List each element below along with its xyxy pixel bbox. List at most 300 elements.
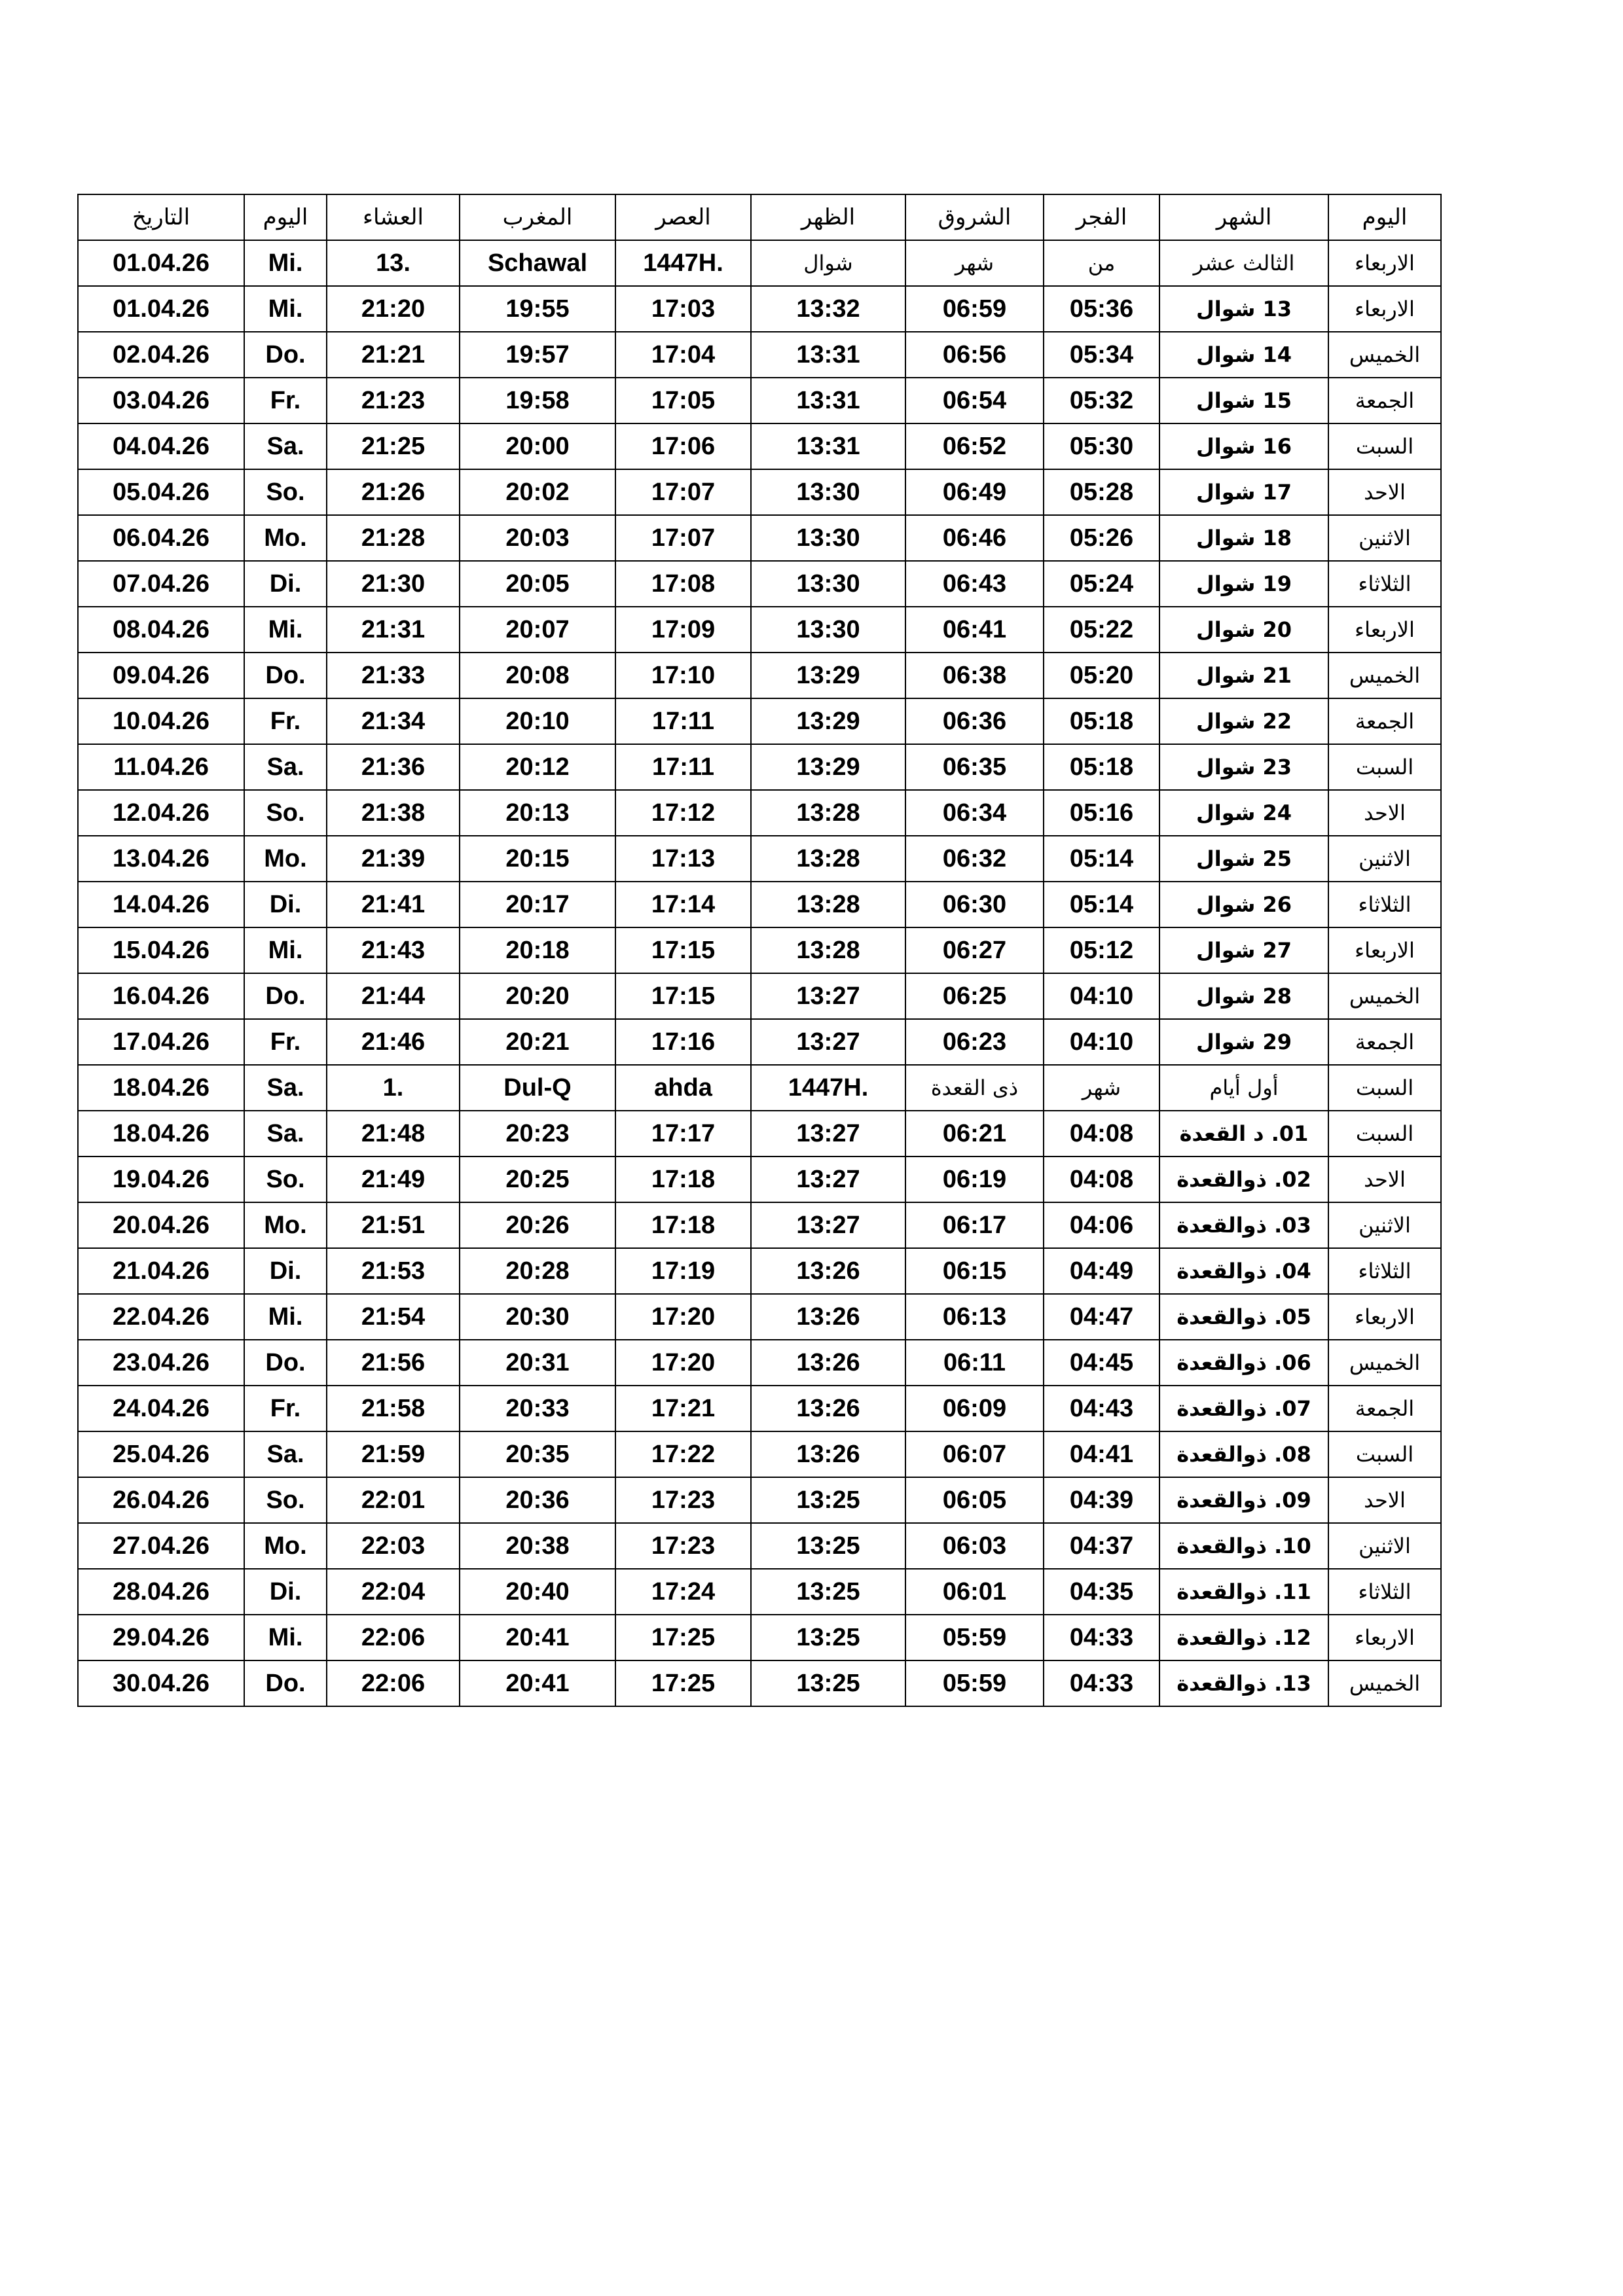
cell-asr: 17:11: [615, 744, 751, 790]
cell-weekday-ar: الجمعة: [1328, 378, 1441, 423]
table-row: [78, 1477, 1441, 1523]
column-header-isha: العشاء: [327, 194, 460, 240]
cell-weekday-de: Sa.: [244, 1431, 327, 1477]
cell-maghrib: 20:15: [460, 836, 615, 882]
cell-date: 21.04.26: [78, 1248, 244, 1294]
cell-fajr: 05:32: [1044, 378, 1159, 423]
cell-fajr: 05:24: [1044, 561, 1159, 607]
cell-hijri-month: 18 شوال: [1159, 515, 1328, 561]
table-row: [78, 423, 1441, 469]
cell-weekday-de: Sa.: [244, 744, 327, 790]
cell-weekday-ar: الخميس: [1328, 332, 1441, 378]
cell-asr: 17:12: [615, 790, 751, 836]
cell-isha: 21:31: [327, 607, 460, 653]
column-header-fajr: الفجر: [1044, 194, 1159, 240]
cell-date: 15.04.26: [78, 927, 244, 973]
cell-shuruq: 06:09: [905, 1386, 1044, 1431]
cell-date: 19.04.26: [78, 1157, 244, 1202]
table-row: [78, 836, 1441, 882]
cell-maghrib: 20:20: [460, 973, 615, 1019]
cell-shuruq: 05:59: [905, 1660, 1044, 1706]
table-row: [78, 332, 1441, 378]
cell-hijri-month: 14 شوال: [1159, 332, 1328, 378]
cell-date: 01.04.26: [78, 286, 244, 332]
cell-hijri-month: 22 شوال: [1159, 698, 1328, 744]
cell-hijri-month: 01. د القعدة: [1159, 1111, 1328, 1157]
cell-weekday-ar: الاربعاء: [1328, 1615, 1441, 1660]
cell-weekday-ar: الاحد: [1328, 1477, 1441, 1523]
cell-weekday-de: Mi.: [244, 1615, 327, 1660]
table-row: [78, 698, 1441, 744]
cell-shuruq: 05:59: [905, 1615, 1044, 1660]
cell-weekday-de: Mo.: [244, 836, 327, 882]
cell-dhuhr: 13:30: [751, 561, 905, 607]
cell-asr: 17:07: [615, 469, 751, 515]
cell-asr: 17:24: [615, 1569, 751, 1615]
cell-maghrib: 20:41: [460, 1615, 615, 1660]
cell-asr: 17:20: [615, 1294, 751, 1340]
cell-weekday-ar: الاربعاء: [1328, 1294, 1441, 1340]
cell-weekday-ar: الاربعاء: [1328, 607, 1441, 653]
cell-shuruq: 06:05: [905, 1477, 1044, 1523]
cell-isha: 21:36: [327, 744, 460, 790]
cell-weekday-ar: السبت: [1328, 1111, 1441, 1157]
cell-date: 25.04.26: [78, 1431, 244, 1477]
cell-fajr: 05:14: [1044, 836, 1159, 882]
cell-fajr: 05:18: [1044, 744, 1159, 790]
cell-fajr: 05:20: [1044, 653, 1159, 698]
table-row: [78, 1202, 1441, 1248]
cell-weekday-de: Do.: [244, 1340, 327, 1386]
cell-weekday-ar: الثلاثاء: [1328, 882, 1441, 927]
cell-maghrib: 20:05: [460, 561, 615, 607]
cell-fajr: 04:33: [1044, 1615, 1159, 1660]
cell-dhuhr: 13:25: [751, 1569, 905, 1615]
cell-dhuhr: 13:25: [751, 1615, 905, 1660]
cell-weekday-de: Mi.: [244, 240, 327, 286]
cell-weekday-de: Mo.: [244, 1523, 327, 1569]
cell-weekday-de: Mi.: [244, 607, 327, 653]
cell-weekday-de: Sa.: [244, 1111, 327, 1157]
cell-maghrib: 20:08: [460, 653, 615, 698]
cell-hijri-month: 11. ذوالقعدة: [1159, 1569, 1328, 1615]
cell-hijri-month: 19 شوال: [1159, 561, 1328, 607]
table-row: [78, 1523, 1441, 1569]
cell-hijri-month: 13. ذوالقعدة: [1159, 1660, 1328, 1706]
cell-maghrib: 20:31: [460, 1340, 615, 1386]
cell-asr: 17:04: [615, 332, 751, 378]
cell-hijri-month: 27 شوال: [1159, 927, 1328, 973]
table-row: [78, 378, 1441, 423]
cell-shuruq: 06:38: [905, 653, 1044, 698]
table-row: [78, 1340, 1441, 1386]
cell-shuruq: 06:19: [905, 1157, 1044, 1202]
cell-asr: 17:21: [615, 1386, 751, 1431]
cell-maghrib: 20:02: [460, 469, 615, 515]
cell-isha: 1.: [327, 1065, 460, 1111]
cell-dhuhr: 13:30: [751, 607, 905, 653]
cell-dhuhr: 13:25: [751, 1477, 905, 1523]
cell-weekday-de: Di.: [244, 1569, 327, 1615]
cell-shuruq: 06:52: [905, 423, 1044, 469]
cell-weekday-de: Do.: [244, 973, 327, 1019]
cell-weekday-ar: الثلاثاء: [1328, 561, 1441, 607]
cell-asr: 1447H.: [615, 240, 751, 286]
cell-asr: 17:19: [615, 1248, 751, 1294]
cell-date: 03.04.26: [78, 378, 244, 423]
cell-isha: 21:25: [327, 423, 460, 469]
cell-maghrib: 19:55: [460, 286, 615, 332]
table-row: [78, 653, 1441, 698]
table-row: [78, 1386, 1441, 1431]
cell-hijri-month: 21 شوال: [1159, 653, 1328, 698]
cell-isha: 21:33: [327, 653, 460, 698]
cell-shuruq: 06:34: [905, 790, 1044, 836]
cell-dhuhr: 13:25: [751, 1660, 905, 1706]
cell-hijri-month: 05. ذوالقعدة: [1159, 1294, 1328, 1340]
cell-maghrib: 20:35: [460, 1431, 615, 1477]
cell-dhuhr: 13:29: [751, 698, 905, 744]
cell-fajr: 05:36: [1044, 286, 1159, 332]
cell-asr: 17:11: [615, 698, 751, 744]
cell-dhuhr: 13:26: [751, 1431, 905, 1477]
cell-weekday-ar: السبت: [1328, 744, 1441, 790]
cell-dhuhr: 13:30: [751, 515, 905, 561]
table-row: [78, 790, 1441, 836]
cell-shuruq: 06:30: [905, 882, 1044, 927]
cell-date: 01.04.26: [78, 240, 244, 286]
cell-shuruq: 06:03: [905, 1523, 1044, 1569]
cell-date: 26.04.26: [78, 1477, 244, 1523]
cell-fajr: 04:08: [1044, 1111, 1159, 1157]
cell-weekday-ar: الاثنين: [1328, 515, 1441, 561]
table-row: [78, 973, 1441, 1019]
cell-weekday-de: Mi.: [244, 927, 327, 973]
column-header-shuruq: الشروق: [905, 194, 1044, 240]
cell-weekday-de: Mi.: [244, 1294, 327, 1340]
cell-fajr: 04:08: [1044, 1157, 1159, 1202]
cell-maghrib: 19:57: [460, 332, 615, 378]
table-row: [78, 1569, 1441, 1615]
cell-hijri-month: 29 شوال: [1159, 1019, 1328, 1065]
table-row: [78, 1157, 1441, 1202]
cell-isha: 21:59: [327, 1431, 460, 1477]
cell-weekday-ar: الثلاثاء: [1328, 1569, 1441, 1615]
cell-shuruq: 06:49: [905, 469, 1044, 515]
cell-asr: 17:17: [615, 1111, 751, 1157]
cell-isha: 21:53: [327, 1248, 460, 1294]
cell-shuruq: 06:25: [905, 973, 1044, 1019]
cell-maghrib: 20:17: [460, 882, 615, 927]
cell-shuruq: 06:07: [905, 1431, 1044, 1477]
cell-asr: 17:20: [615, 1340, 751, 1386]
cell-maghrib: 20:23: [460, 1111, 615, 1157]
cell-asr: 17:22: [615, 1431, 751, 1477]
cell-weekday-de: So.: [244, 1477, 327, 1523]
cell-isha: 21:48: [327, 1111, 460, 1157]
cell-asr: 17:25: [615, 1615, 751, 1660]
cell-dhuhr: 13:28: [751, 790, 905, 836]
cell-isha: 21:54: [327, 1294, 460, 1340]
cell-isha: 21:41: [327, 882, 460, 927]
cell-weekday-de: Di.: [244, 1248, 327, 1294]
table-row: [78, 561, 1441, 607]
prayer-times-table: [77, 194, 1442, 1707]
column-header-hijri-month: الشهر: [1159, 194, 1328, 240]
cell-dhuhr: 13:25: [751, 1523, 905, 1569]
table-row: [78, 1111, 1441, 1157]
cell-asr: 17:13: [615, 836, 751, 882]
cell-maghrib: 20:07: [460, 607, 615, 653]
table-row: [78, 515, 1441, 561]
cell-fajr: شهر: [1044, 1065, 1159, 1111]
cell-isha: 21:43: [327, 927, 460, 973]
cell-hijri-month: 28 شوال: [1159, 973, 1328, 1019]
cell-asr: 17:07: [615, 515, 751, 561]
column-header-dhuhr: الظهر: [751, 194, 905, 240]
cell-maghrib: 20:13: [460, 790, 615, 836]
cell-asr: 17:25: [615, 1660, 751, 1706]
table-row: [78, 607, 1441, 653]
cell-hijri-month: 26 شوال: [1159, 882, 1328, 927]
cell-hijri-month: 17 شوال: [1159, 469, 1328, 515]
cell-date: 18.04.26: [78, 1111, 244, 1157]
cell-weekday-ar: الاثنين: [1328, 1202, 1441, 1248]
cell-dhuhr: 13:27: [751, 1111, 905, 1157]
cell-hijri-month: 20 شوال: [1159, 607, 1328, 653]
cell-weekday-ar: الخميس: [1328, 653, 1441, 698]
cell-fajr: من: [1044, 240, 1159, 286]
cell-hijri-month: 06. ذوالقعدة: [1159, 1340, 1328, 1386]
table-row: [78, 1065, 1441, 1111]
cell-maghrib: Dul-Q: [460, 1065, 615, 1111]
cell-weekday-ar: الجمعة: [1328, 1386, 1441, 1431]
cell-weekday-ar: السبت: [1328, 1431, 1441, 1477]
cell-weekday-de: Fr.: [244, 1019, 327, 1065]
cell-dhuhr: 13:27: [751, 1157, 905, 1202]
cell-weekday-de: Do.: [244, 1660, 327, 1706]
cell-asr: 17:09: [615, 607, 751, 653]
cell-asr: ahda: [615, 1065, 751, 1111]
cell-hijri-month: 07. ذوالقعدة: [1159, 1386, 1328, 1431]
cell-asr: 17:18: [615, 1202, 751, 1248]
table-row: [78, 927, 1441, 973]
cell-maghrib: 20:36: [460, 1477, 615, 1523]
column-header-asr: العصر: [615, 194, 751, 240]
cell-isha: 21:44: [327, 973, 460, 1019]
cell-shuruq: 06:11: [905, 1340, 1044, 1386]
cell-maghrib: 20:10: [460, 698, 615, 744]
cell-dhuhr: 13:26: [751, 1386, 905, 1431]
cell-fajr: 05:30: [1044, 423, 1159, 469]
cell-asr: 17:16: [615, 1019, 751, 1065]
cell-fajr: 04:10: [1044, 1019, 1159, 1065]
cell-weekday-ar: الثلاثاء: [1328, 1248, 1441, 1294]
cell-weekday-ar: الاربعاء: [1328, 927, 1441, 973]
cell-maghrib: 20:12: [460, 744, 615, 790]
cell-dhuhr: 13:32: [751, 286, 905, 332]
cell-maghrib: 20:38: [460, 1523, 615, 1569]
cell-isha: 21:38: [327, 790, 460, 836]
cell-isha: 21:51: [327, 1202, 460, 1248]
cell-dhuhr: 13:26: [751, 1294, 905, 1340]
cell-weekday-de: Do.: [244, 653, 327, 698]
cell-maghrib: 20:30: [460, 1294, 615, 1340]
cell-hijri-month: 02. ذوالقعدة: [1159, 1157, 1328, 1202]
cell-date: 02.04.26: [78, 332, 244, 378]
cell-shuruq: 06:32: [905, 836, 1044, 882]
cell-fajr: 04:33: [1044, 1660, 1159, 1706]
cell-asr: 17:23: [615, 1477, 751, 1523]
cell-date: 11.04.26: [78, 744, 244, 790]
cell-hijri-month: 12. ذوالقعدة: [1159, 1615, 1328, 1660]
cell-date: 28.04.26: [78, 1569, 244, 1615]
cell-dhuhr: 13:31: [751, 378, 905, 423]
cell-fajr: 04:45: [1044, 1340, 1159, 1386]
cell-hijri-month: 10. ذوالقعدة: [1159, 1523, 1328, 1569]
cell-asr: 17:15: [615, 927, 751, 973]
table-row: [78, 882, 1441, 927]
cell-fajr: 05:16: [1044, 790, 1159, 836]
cell-weekday-ar: الخميس: [1328, 973, 1441, 1019]
cell-fajr: 05:18: [1044, 698, 1159, 744]
cell-shuruq: 06:43: [905, 561, 1044, 607]
cell-fajr: 04:41: [1044, 1431, 1159, 1477]
cell-dhuhr: 13:27: [751, 973, 905, 1019]
cell-hijri-month: 09. ذوالقعدة: [1159, 1477, 1328, 1523]
cell-date: 06.04.26: [78, 515, 244, 561]
cell-dhuhr: 13:27: [751, 1202, 905, 1248]
cell-dhuhr: 13:29: [751, 653, 905, 698]
cell-weekday-ar: الاربعاء: [1328, 286, 1441, 332]
cell-maghrib: 20:28: [460, 1248, 615, 1294]
cell-hijri-month: 13 شوال: [1159, 286, 1328, 332]
cell-weekday-de: Di.: [244, 882, 327, 927]
cell-date: 10.04.26: [78, 698, 244, 744]
cell-fajr: 05:26: [1044, 515, 1159, 561]
cell-weekday-de: Sa.: [244, 423, 327, 469]
cell-weekday-de: So.: [244, 469, 327, 515]
cell-shuruq: 06:56: [905, 332, 1044, 378]
column-header-date: التاريخ: [78, 194, 244, 240]
cell-weekday-ar: الاثنين: [1328, 836, 1441, 882]
cell-fajr: 05:34: [1044, 332, 1159, 378]
cell-fajr: 04:49: [1044, 1248, 1159, 1294]
cell-date: 14.04.26: [78, 882, 244, 927]
cell-hijri-month: الثالث عشر: [1159, 240, 1328, 286]
cell-weekday-de: Fr.: [244, 1386, 327, 1431]
cell-maghrib: 19:58: [460, 378, 615, 423]
cell-fajr: 05:22: [1044, 607, 1159, 653]
cell-fajr: 04:35: [1044, 1569, 1159, 1615]
cell-fajr: 04:06: [1044, 1202, 1159, 1248]
cell-isha: 21:21: [327, 332, 460, 378]
cell-fajr: 04:43: [1044, 1386, 1159, 1431]
cell-shuruq: 06:23: [905, 1019, 1044, 1065]
cell-maghrib: 20:26: [460, 1202, 615, 1248]
cell-dhuhr: 13:31: [751, 332, 905, 378]
cell-asr: 17:23: [615, 1523, 751, 1569]
cell-dhuhr: 13:29: [751, 744, 905, 790]
cell-asr: 17:05: [615, 378, 751, 423]
cell-weekday-ar: السبت: [1328, 1065, 1441, 1111]
cell-dhuhr: 13:28: [751, 927, 905, 973]
cell-asr: 17:14: [615, 882, 751, 927]
column-header-maghrib: المغرب: [460, 194, 615, 240]
cell-isha: 21:23: [327, 378, 460, 423]
cell-weekday-de: Fr.: [244, 378, 327, 423]
table-row: [78, 286, 1441, 332]
column-header-weekday-ar: اليوم: [1328, 194, 1441, 240]
table-body: [78, 240, 1441, 1706]
cell-hijri-month: 08. ذوالقعدة: [1159, 1431, 1328, 1477]
cell-shuruq: 06:21: [905, 1111, 1044, 1157]
cell-hijri-month: 25 شوال: [1159, 836, 1328, 882]
table-row: [78, 1615, 1441, 1660]
table-row: [78, 240, 1441, 286]
timetable-sheet: [77, 194, 1442, 1707]
cell-weekday-de: Sa.: [244, 1065, 327, 1111]
cell-shuruq: 06:41: [905, 607, 1044, 653]
cell-hijri-month: 15 شوال: [1159, 378, 1328, 423]
table-row: [78, 1248, 1441, 1294]
cell-asr: 17:06: [615, 423, 751, 469]
cell-date: 20.04.26: [78, 1202, 244, 1248]
table-row: [78, 1431, 1441, 1477]
cell-weekday-ar: الخميس: [1328, 1660, 1441, 1706]
cell-isha: 22:03: [327, 1523, 460, 1569]
cell-dhuhr: 13:28: [751, 836, 905, 882]
cell-date: 22.04.26: [78, 1294, 244, 1340]
cell-shuruq: 06:46: [905, 515, 1044, 561]
cell-weekday-ar: الجمعة: [1328, 698, 1441, 744]
cell-weekday-ar: الخميس: [1328, 1340, 1441, 1386]
cell-isha: 21:39: [327, 836, 460, 882]
cell-maghrib: 20:00: [460, 423, 615, 469]
cell-isha: 21:49: [327, 1157, 460, 1202]
cell-isha: 22:04: [327, 1569, 460, 1615]
cell-weekday-ar: الجمعة: [1328, 1019, 1441, 1065]
cell-dhuhr: 13:26: [751, 1248, 905, 1294]
cell-date: 27.04.26: [78, 1523, 244, 1569]
cell-shuruq: شهر: [905, 240, 1044, 286]
cell-hijri-month: أول أيام: [1159, 1065, 1328, 1111]
cell-isha: 13.: [327, 240, 460, 286]
cell-fajr: 05:14: [1044, 882, 1159, 927]
table-row: [78, 469, 1441, 515]
cell-fajr: 04:39: [1044, 1477, 1159, 1523]
cell-date: 23.04.26: [78, 1340, 244, 1386]
cell-isha: 21:26: [327, 469, 460, 515]
cell-date: 04.04.26: [78, 423, 244, 469]
cell-isha: 22:01: [327, 1477, 460, 1523]
table-row: [78, 1660, 1441, 1706]
cell-dhuhr: شوال: [751, 240, 905, 286]
cell-dhuhr: 13:28: [751, 882, 905, 927]
cell-shuruq: 06:17: [905, 1202, 1044, 1248]
cell-isha: 21:30: [327, 561, 460, 607]
cell-dhuhr: 1447H.: [751, 1065, 905, 1111]
cell-weekday-de: Mo.: [244, 1202, 327, 1248]
cell-isha: 21:46: [327, 1019, 460, 1065]
cell-date: 18.04.26: [78, 1065, 244, 1111]
cell-fajr: 04:47: [1044, 1294, 1159, 1340]
cell-date: 07.04.26: [78, 561, 244, 607]
cell-date: 24.04.26: [78, 1386, 244, 1431]
cell-weekday-de: So.: [244, 1157, 327, 1202]
cell-date: 09.04.26: [78, 653, 244, 698]
cell-hijri-month: 24 شوال: [1159, 790, 1328, 836]
